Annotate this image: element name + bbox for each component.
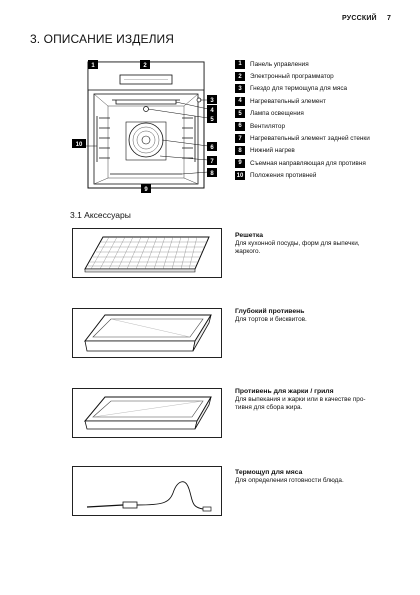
- legend-text: Панель управления: [250, 60, 309, 68]
- callout-4: [207, 105, 217, 114]
- subsection-title: 3.1 Аксессуары: [70, 210, 131, 220]
- section-title: 3. ОПИСАНИЕ ИЗДЕЛИЯ: [30, 32, 175, 46]
- svg-text:7: 7: [210, 159, 214, 165]
- probe-needle: [87, 505, 123, 507]
- accessory-desc-line: Для тортов и бисквитов.: [235, 316, 307, 323]
- roasting-pan-image: [72, 388, 222, 438]
- legend-number: 5: [235, 109, 245, 118]
- callout-5: [207, 114, 217, 123]
- accessory-name: Термощуп для мяса: [235, 469, 303, 476]
- lamp: [144, 107, 149, 112]
- legend-item: [235, 58, 415, 70]
- legend-number: 2: [235, 72, 245, 81]
- accessory-name: Решетка: [235, 232, 264, 239]
- callout-2: [140, 60, 150, 69]
- legend-text: Съемная направляющая для противня: [250, 159, 366, 167]
- legend-number: 3: [235, 84, 245, 93]
- svg-text:9: 9: [144, 187, 148, 193]
- callout-7: [207, 156, 217, 165]
- legend-item: [235, 83, 415, 95]
- callout-10: [72, 138, 88, 150]
- header-page-number: 7: [387, 15, 391, 22]
- svg-text:6: 6: [210, 145, 214, 151]
- legend-text: Лампа освещения: [250, 110, 304, 118]
- wire-shelf-image: [72, 228, 222, 278]
- legend-item: [235, 70, 415, 82]
- accessory-wire-shelf: [235, 232, 410, 256]
- legend-text: Электронный программатор: [250, 73, 334, 81]
- deep-pan-image: [72, 308, 222, 358]
- legend-text: Гнездо для термощупа для мяса: [250, 85, 348, 93]
- legend-number: 9: [235, 159, 245, 168]
- legend-number: 6: [235, 122, 245, 131]
- svg-text:8: 8: [210, 171, 214, 177]
- probe-handle: [123, 502, 137, 508]
- oven-diagram: [86, 56, 226, 194]
- accessory-deep-pan: [235, 308, 410, 324]
- accessory-desc-line: Для выпекания и жарки или в качестве про-: [235, 396, 366, 403]
- callout-6: [207, 142, 217, 151]
- probe-plug: [203, 507, 211, 511]
- legend-item: [235, 170, 415, 182]
- meat-probe-image: [72, 466, 222, 516]
- legend-number: 7: [235, 134, 245, 143]
- callout-8: [207, 168, 217, 177]
- fan-hub: [142, 136, 150, 144]
- accessory-desc-line: жаркого.: [235, 248, 261, 256]
- legend-number: 1: [235, 60, 245, 69]
- legend-item: [235, 95, 415, 107]
- svg-text:4: 4: [210, 108, 214, 114]
- accessory-roasting-pan: [235, 388, 410, 412]
- legend-text: Нагревательный элемент задней стенки: [250, 135, 370, 143]
- accessory-desc-line: Для определения готовности блюда.: [235, 477, 344, 484]
- legend-text: Вентилятор: [250, 122, 285, 130]
- accessory-meat-probe: [235, 469, 410, 485]
- legend-number: 10: [236, 172, 244, 179]
- callout-1: [88, 60, 98, 69]
- callout-9: [141, 184, 151, 193]
- legend-item: [235, 108, 415, 120]
- legend-number: 4: [235, 97, 245, 106]
- svg-text:5: 5: [210, 117, 214, 123]
- accessory-desc-line: Для кухонной посуды, форм для выпечки,: [235, 240, 360, 247]
- accessory-desc-line: тивня для сбора жира.: [235, 404, 303, 412]
- legend-text: Нижний нагрев: [250, 147, 295, 155]
- svg-text:3: 3: [210, 98, 214, 104]
- legend-item: [235, 157, 415, 169]
- accessory-name: Противень для жарки / гриля: [235, 388, 334, 395]
- parts-legend: [235, 58, 415, 182]
- accessory-name: Глубокий противень: [235, 308, 305, 315]
- svg-text:10: 10: [75, 142, 83, 148]
- header-language: РУССКИЙ: [342, 15, 377, 22]
- legend-number: 8: [235, 146, 245, 155]
- probe-cable: [137, 482, 203, 509]
- callout-3: [207, 95, 217, 104]
- legend-text: Положения противней: [250, 172, 317, 180]
- svg-text:1: 1: [91, 63, 95, 69]
- legend-text: Нагревательный элемент: [250, 97, 326, 105]
- legend-item: [235, 132, 415, 144]
- svg-text:2: 2: [143, 63, 147, 69]
- legend-item: [235, 120, 415, 132]
- legend-item: [235, 145, 415, 157]
